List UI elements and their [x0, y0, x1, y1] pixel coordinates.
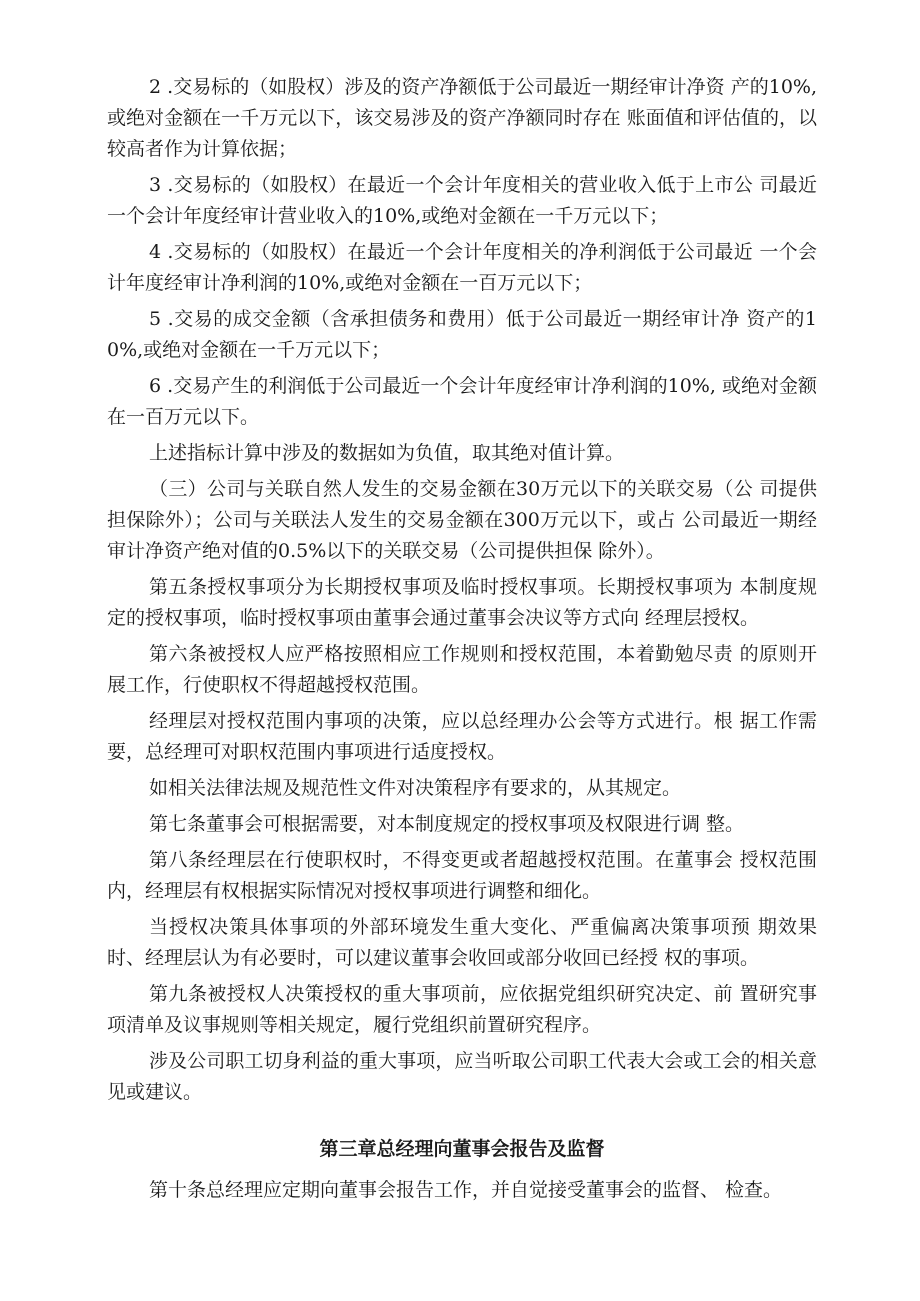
- paragraph-employee-interests: 涉及公司职工切身利益的重大事项，应当听取公司职工代表大会或工会的相关意见或建议。: [107, 1050, 817, 1103]
- paragraph-item-2: 2 .交易标的（如股权）涉及的资产净额低于公司最近一期经审计净资 产的10%,或绝对金额在一千万元以下，该交易涉及的资产净额同时存在 账面值和评估值的，以较高者作为计算依据；: [107, 76, 817, 160]
- paragraph-article-9: 第九条被授权人决策授权的重大事项前，应依据党组织研究决定、前 置研究事项清单及议事规则等相关规定，履行党组织前置研究程序。: [107, 983, 817, 1036]
- paragraph-article-5: 第五条授权事项分为长期授权事项及临时授权事项。长期授权事项为 本制度规定的授权事项，临时授权事项由董事会通过董事会决议等方式向 经理层授权。: [107, 576, 817, 629]
- paragraph-management-decisions: 经理层对授权范围内事项的决策，应以总经理办公会等方式进行。根 据工作需要，总经理可对职权范围内事项进行适度授权。: [107, 710, 817, 763]
- paragraph-item-5: 5 .交易的成交金额（含承担债务和费用）低于公司最近一期经审计净 资产的10%,或绝对金额在一千万元以下；: [107, 308, 817, 361]
- paragraph-article-6: 第六条被授权人应严格按照相应工作规则和授权范围，本着勤勉尽责 的原则开展工作，行使职权不得超越授权范围。: [107, 643, 817, 696]
- paragraph-article-7: 第七条董事会可根据需要，对本制度规定的授权事项及权限进行调 整。: [149, 813, 745, 835]
- paragraph-item-4: 4 .交易标的（如股权）在最近一个会计年度相关的净利润低于公司最近 一个会计年度经审计净利润的10%,或绝对金额在一百万元以下；: [107, 241, 817, 294]
- paragraph-legal-requirements: 如相关法律法规及规范性文件对决策程序有要求的，从其规定。: [149, 777, 682, 799]
- paragraph-article-10: 第十条总经理应定期向董事会报告工作，并自觉接受董事会的监督、 检查。: [149, 1179, 783, 1201]
- paragraph-negative-values-note: 上述指标计算中涉及的数据如为负值，取其绝对值计算。: [149, 442, 625, 464]
- chapter-title: 第三章总经理向董事会报告及监督: [319, 1138, 605, 1160]
- paragraph-related-transactions: （三）公司与关联自然人发生的交易金额在30万元以下的关联交易（公 司提供担保除外）；公司与关联法人发生的交易金额在300万元以下，或占 公司最近一期经审计净资产绝对值的0.5%以下的关联交易（公司提供担保 除外）。: [107, 478, 817, 562]
- paragraph-item-3: 3 .交易标的（如股权）在最近一个会计年度相关的营业收入低于上市公 司最近一个会计年度经审计营业收入的10%,或绝对金额在一千万元以下；: [107, 174, 817, 227]
- paragraph-item-6: 6 .交易产生的利润低于公司最近一个会计年度经审计净利润的10%, 或绝对金额在一百万元以下。: [107, 375, 817, 428]
- paragraph-authorization-revocation: 当授权决策具体事项的外部环境发生重大变化、严重偏离决策事项预 期效果时、经理层认为有必要时，可以建议董事会收回或部分收回已经授 权的事项。: [107, 916, 817, 969]
- paragraph-article-8: 第八条经理层在行使职权时，不得变更或者超越授权范围。在董事会 授权范围内，经理层有权根据实际情况对授权事项进行调整和细化。: [107, 849, 817, 902]
- document-page: [107, 72, 817, 1211]
